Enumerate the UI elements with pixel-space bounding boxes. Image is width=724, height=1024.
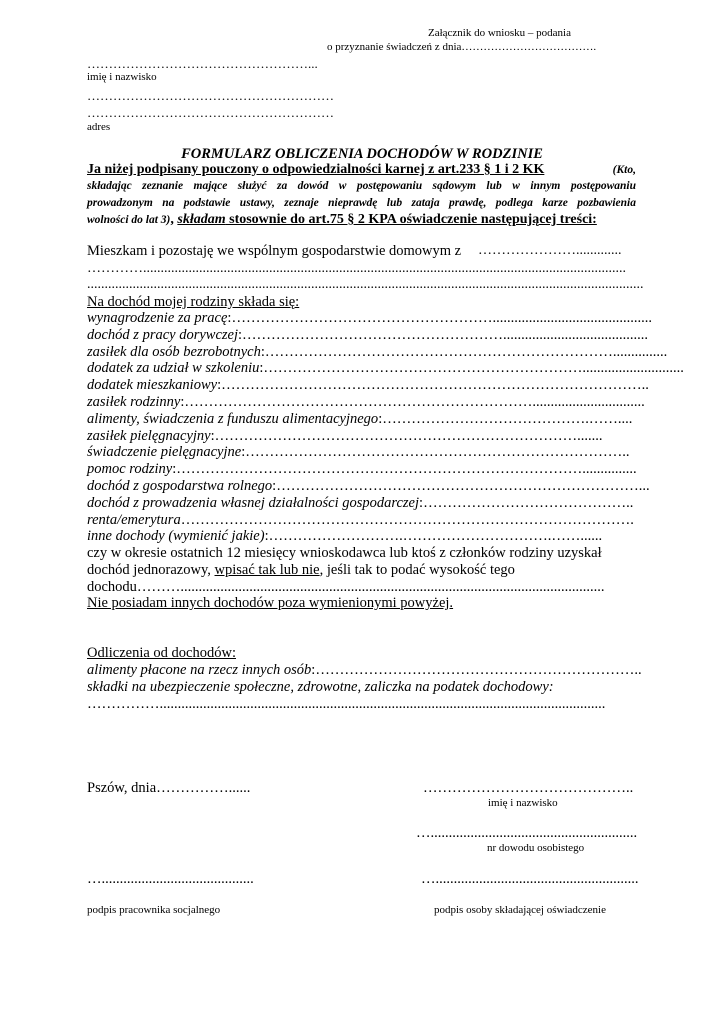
income-row-label: dodatek za udział w szkoleniu	[87, 360, 260, 377]
income-row-colon: :	[259, 360, 264, 377]
income-row	[87, 528, 637, 545]
income-row	[87, 461, 637, 478]
deduction-alimony-colon: :	[311, 662, 316, 678]
place-date-field[interactable]: Pszów, dnia……………......	[87, 780, 251, 796]
income-row-colon: :	[172, 461, 177, 478]
declaration-line-2: składając zeznanie mające służyć za dowód w postępowaniu sądowym lub w innym postępowaniu	[87, 180, 636, 192]
income-row-field[interactable]: …………………………………………………………............................	[263, 360, 684, 377]
declaration-oath: Ja niżej podpisany pouczony o odpowiedzialności karnej z art.233 § 1 i 2 KK	[87, 162, 545, 177]
income-row	[87, 326, 649, 344]
social-worker-signature-label: podpis pracownika socjalnego	[87, 904, 221, 916]
income-row	[87, 394, 645, 411]
income-row	[87, 360, 684, 377]
id-number-label: nr dowodu osobistego	[487, 842, 585, 854]
income-row-label: renta/emerytura	[87, 511, 181, 528]
income-row-field[interactable]: ………………………………………………........................................	[242, 326, 649, 343]
income-row-field[interactable]: ……………………….………………………….……......	[268, 528, 603, 545]
deduction-alimony-field[interactable]: …………………………………………………………..	[315, 662, 642, 678]
id-number-field[interactable]: ….........................................................	[416, 825, 638, 841]
income-row-field[interactable]: ………………………………………………………………...............................	[184, 394, 645, 410]
declaration-comma: ,	[170, 212, 178, 227]
one-time-income-amount-field[interactable]: dochodu……….....................................................................................................................	[87, 579, 605, 595]
deduction-contributions-label: składki na ubezpieczenie społeczne, zdrowotne, zaliczka na podatek dochodowy:	[87, 679, 554, 695]
one-time-income-text-b: , jeśli tak to podać wysokość tego	[319, 562, 515, 578]
income-row-colon: :	[180, 394, 185, 410]
one-time-income-line2	[87, 562, 515, 579]
income-row	[87, 377, 649, 394]
one-time-income-instruction: wpisać tak lub nie	[214, 562, 320, 578]
household-field-3[interactable]: ...............................................................................................................................................................	[87, 277, 644, 292]
attachment-note-line1: Załącznik do wniosku – podania	[428, 27, 571, 39]
income-row-label: dochód z gospodarstwa rolnego	[87, 478, 273, 494]
one-time-income-text-a: dochód jednorazowy,	[87, 562, 215, 578]
income-row-field[interactable]: ……………………………………..	[423, 494, 634, 511]
income-row-label: zasiłek pielęgnacyjny	[87, 427, 211, 444]
attachment-note-line2: o przyznanie świadczeń z dnia……………………………….	[327, 41, 597, 53]
income-row-colon: :	[238, 326, 243, 343]
address-field-1[interactable]: …………………………………………………	[87, 88, 334, 103]
income-row	[87, 512, 637, 529]
income-heading: Na dochód mojej rodziny składa się:	[87, 294, 300, 310]
income-row-colon: :	[241, 444, 246, 461]
form-title: FORMULARZ OBLICZENIA DOCHODÓW W RODZINIE	[181, 146, 543, 162]
address-label: adres	[87, 121, 111, 133]
income-row-colon: :	[217, 377, 222, 394]
income-row-label: zasiłek dla osób bezrobotnych	[87, 343, 261, 360]
declarant-signature-field[interactable]: …........................................................	[421, 871, 639, 887]
deduction-contributions-field[interactable]: ……………...........................................................................................................................	[87, 696, 606, 712]
income-row-colon: :	[264, 528, 269, 545]
income-row-colon: :	[210, 427, 215, 444]
declaration-kpa: stosownie do art.75 § 2 KPA oświadczenie następującej treści:	[225, 212, 597, 227]
income-row-colon: :	[272, 478, 277, 494]
signature-name-field[interactable]: ……………………………………..	[423, 780, 634, 796]
income-row-field[interactable]: …………………………………….……....	[382, 410, 633, 427]
address-field-2[interactable]: …………………………………………………	[87, 105, 334, 120]
no-other-income-statement: Nie posiadam innych dochodów poza wymienionymi powyżej.	[87, 595, 454, 611]
income-row	[87, 411, 637, 428]
income-row	[87, 478, 650, 495]
declaration-prison-term: wolności do lat 3)	[87, 214, 171, 226]
one-time-income-line1: czy w okresie ostatnich 12 miesięcy wnioskodawca lub ktoś z członków rodziny uzyskał	[87, 545, 602, 561]
income-row-label: zasiłek rodzinny	[87, 394, 181, 410]
income-row-label: dochód z pracy dorywczej	[87, 326, 239, 343]
income-row	[87, 444, 637, 461]
income-row-colon: :	[227, 310, 232, 326]
household-field-2[interactable]: …………..........................................................................................................................................	[87, 261, 626, 276]
deductions-heading: Odliczenia od dochodów:	[87, 645, 236, 661]
income-row-label: alimenty, świadczenia z funduszu alimentacyjnego	[87, 410, 379, 427]
income-row-field[interactable]: ………………………………………………………………...............	[264, 343, 668, 360]
income-row	[87, 310, 652, 327]
income-row-field[interactable]: ……………………………………………………………………………..	[221, 377, 649, 394]
income-row-field[interactable]: …………………………………………………………………………...............	[176, 461, 637, 478]
income-row-label: dochód z prowadzenia własnej działalności gospodarczej	[87, 494, 420, 511]
income-row-colon: :	[260, 343, 265, 360]
income-row-field[interactable]: ………………………………………………………………………………….	[180, 511, 634, 528]
applicant-name-field[interactable]: ……………………………………………...	[87, 56, 318, 71]
income-row-label: wynagrodzenie za pracę	[87, 310, 228, 326]
income-row-label: dodatek mieszkaniowy	[87, 377, 218, 394]
declarant-signature-label: podpis osoby składającej oświadczenie	[434, 904, 606, 916]
applicant-name-label: imię i nazwisko	[87, 71, 157, 83]
deduction-alimony-row	[87, 662, 642, 679]
income-row-field[interactable]: ………………………………………………............................................	[231, 310, 652, 326]
declaration-skladam: składam	[177, 212, 226, 227]
income-row-colon: :	[419, 494, 424, 511]
income-row-label: inne dochody (wymienić jakie)	[87, 528, 265, 545]
household-field-1[interactable]: ………………….............	[478, 243, 622, 258]
income-row-colon: :	[378, 410, 383, 427]
income-row	[87, 343, 668, 361]
income-row-field[interactable]: ………………………………………………………………….......	[214, 427, 603, 444]
household-statement: Mieszkam i pozostaję we wspólnym gospodarstwie domowym z	[87, 243, 462, 259]
income-row	[87, 495, 637, 512]
declaration-line-4	[87, 212, 597, 228]
deduction-alimony-label: alimenty płacone na rzecz innych osób	[87, 662, 312, 678]
income-row-label: świadczenie pielęgnacyjne	[87, 444, 242, 461]
social-worker-signature-field[interactable]: …..........................................	[87, 871, 254, 887]
income-row-field[interactable]: …………………………………………………………………...	[276, 478, 650, 494]
income-row-field[interactable]: ……………………………………………………………………..	[245, 444, 630, 461]
signature-name-label: imię i nazwisko	[488, 797, 558, 809]
declaration-paren-start: (Kto,	[612, 164, 636, 176]
income-row	[87, 428, 637, 445]
declaration-line-1	[87, 162, 636, 179]
income-row-label: pomoc rodziny	[87, 461, 173, 478]
declaration-line-3: prowadzonym na podstawie ustawy, zeznaje nieprawdę lub zataja prawdę, podlega karze pozbawienia	[87, 197, 636, 209]
